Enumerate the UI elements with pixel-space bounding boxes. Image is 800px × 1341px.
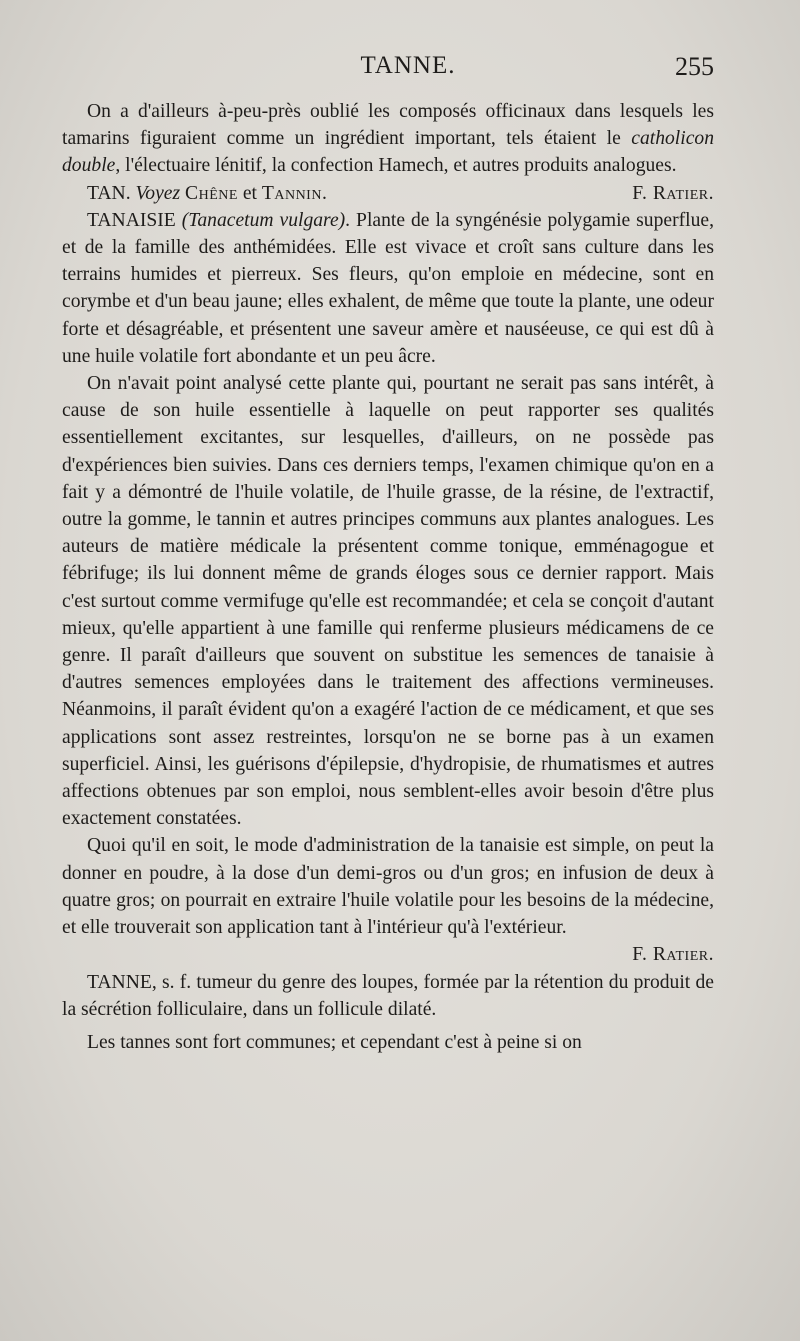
text-run: . Plante de la syngénésie polygamie superflue, et de la famille des anthémidées. Elle est vivace et croît sans culture dans les terrains humides et pierreux. Ses fleurs, qu'on emploie en médecine, sont en corymbe et d'un beau jaune; elles exhalent, de même que toute la plante, une odeur forte et désagréable, et présentent une saveur amère et nauséeuse, ce qui est dû à une huile volatile fort abondante et un peu âcre. <box>62 209 714 367</box>
author-signature: F. Ratier. <box>632 182 714 204</box>
entry-tanaisie <box>62 207 714 370</box>
author-signature: F. Ratier. <box>632 944 714 966</box>
italic-term: catholicon double <box>62 128 714 177</box>
latin-name: (Tanacetum vulgare) <box>181 209 346 231</box>
paragraph-analysis: On n'avait point analysé cette plante qui, pourtant ne serait pas sans intérêt, à cause de son huile essentielle à laquelle on peut rapporter ses qualités essentiellement excitantes, sur lesquelles, d'ailleurs, on ne possède pas d'expériences bien suivies. Dans ces derniers temps, l'examen chimique qu'on en a fait y a démontré de l'huile volatile, de l'huile grasse, de la résine, de l'extractif, outre la gomme, le tannin et autres principes communs aux plantes analogues. Les auteurs de matière médicale la présentent comme tonique, emménagogue et fébrifuge; ils lui donnent même de grands éloges sous ce dernier rapport. Mais c'est surtout comme vermifuge qu'elle est recommandée; et cela se conçoit d'autant mieux, qu'elle appartient à une famille qui renferme plusieurs médicamens de ce genre. Il paraît d'ailleurs que souvent on substitue les semences de tanaisie à d'autres semences employées dans le traitement des affections vermineuses. Néanmoins, il paraît évident qu'on a exagéré l'action de ce médicament, et que ses applications sont assez restreintes, lorsqu'on ne se borne pas à un examen superficiel. Ainsi, les guérisons d'épilepsie, d'hydropisie, de rhumatismes et autres affections obtenues par son emploi, nous semblent-elles avoir besoin d'être plus exactement constatées. <box>62 373 714 830</box>
entry-headword: TANAISIE <box>87 209 182 231</box>
paragraph-administration: Quoi qu'il en soit, le mode d'administration de la tanaisie est simple, on peut la donner en poudre, à la dose d'un demi-gros ou d'un gros; en infusion de deux à quatre gros; on pourrait en extraire l'huile volatile pour les besoins de la médecine, et elle trouverait son application tant à l'intérieur qu'à l'extérieur. <box>62 835 714 939</box>
entry-headword: TAN. <box>87 182 136 204</box>
entry-tanne: TANNE, s. f. tumeur du genre des loupes, formée par la rétention du produit de la sécrétion folliculaire, dans un follicule dilaté. <box>62 971 714 1020</box>
cross-reference: Chêne <box>185 182 238 204</box>
page-header <box>62 52 714 92</box>
cross-reference: Tannin <box>261 182 322 204</box>
italic-voyez: Voyez <box>135 182 181 204</box>
text-run: . <box>321 182 327 204</box>
paragraph-tannes: Les tannes sont fort communes; et cependant c'est à peine si on <box>87 1031 582 1053</box>
text-run: On a d'ailleurs à-peu-près oublié les composés officinaux dans lesquels les tamarins figuraient comme un ingrédient important, tels étaient le <box>62 101 714 150</box>
page-body <box>62 98 714 1056</box>
text-run: , l'électuaire lénitif, la confection Hamech, et autres produits analogues. <box>115 155 677 177</box>
text-run: et <box>237 182 262 204</box>
running-head: TANNE. <box>360 52 456 79</box>
page-number: 255 <box>675 52 714 81</box>
